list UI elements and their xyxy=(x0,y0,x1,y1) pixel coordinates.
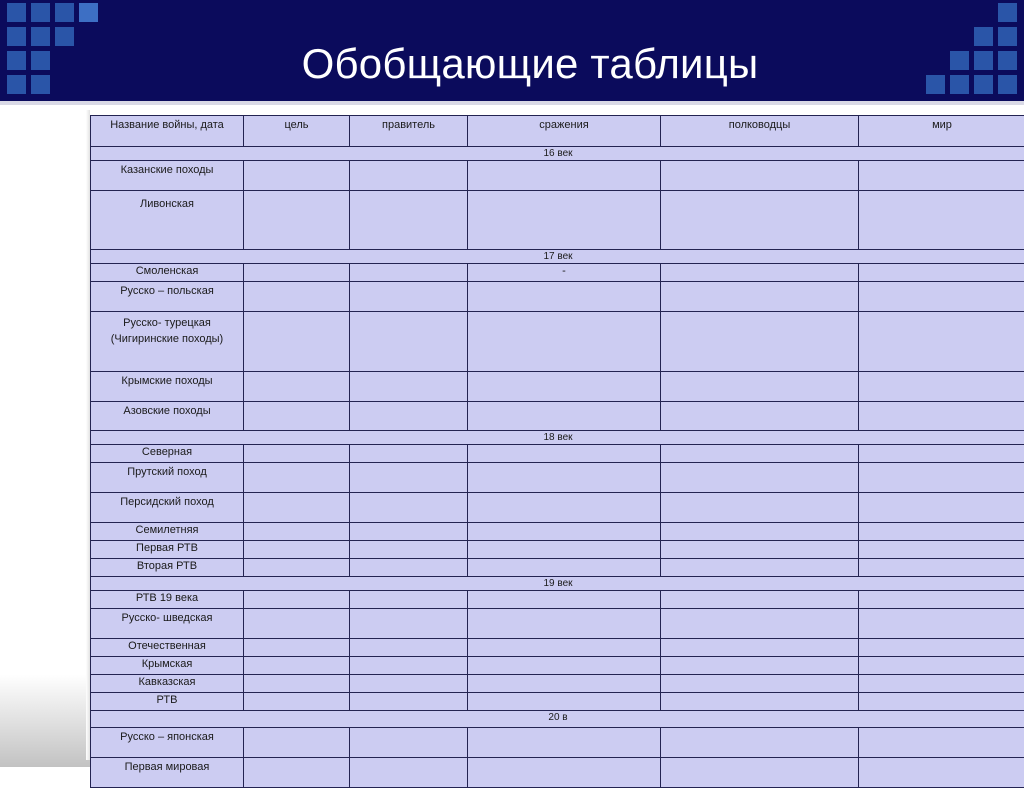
table-cell xyxy=(244,541,350,559)
column-header: мир xyxy=(859,116,1024,147)
war-name-cell xyxy=(91,282,244,312)
table-cell xyxy=(859,639,1024,657)
table-cell xyxy=(468,523,661,541)
table-cell xyxy=(468,541,661,559)
century-label: 17 век xyxy=(91,250,1024,264)
table-cell xyxy=(244,493,350,523)
table-cell xyxy=(350,675,468,693)
war-name: Первая РТВ xyxy=(93,542,241,555)
table-cell xyxy=(661,541,859,559)
table-cell xyxy=(244,402,350,431)
table-cell xyxy=(661,591,859,609)
table-cell xyxy=(468,639,661,657)
century-label: 19 век xyxy=(91,577,1024,591)
table-cell xyxy=(350,463,468,493)
table-cell xyxy=(859,758,1024,788)
table-cell xyxy=(350,609,468,639)
table-cell xyxy=(350,372,468,402)
table-row xyxy=(91,693,1024,711)
century-row xyxy=(91,147,1024,161)
war-name-cell xyxy=(91,191,244,250)
header-divider xyxy=(0,101,1024,105)
table-cell xyxy=(859,657,1024,675)
table-cell xyxy=(661,264,859,282)
table-cell xyxy=(661,728,859,758)
table-cell xyxy=(661,559,859,577)
table-row xyxy=(91,282,1024,312)
war-name: Русско – польская xyxy=(93,285,241,298)
table-cell xyxy=(468,282,661,312)
table-cell xyxy=(859,493,1024,523)
war-name-cell xyxy=(91,445,244,463)
table-cell xyxy=(468,657,661,675)
war-name-cell xyxy=(91,675,244,693)
war-name: Русско- шведская xyxy=(93,612,241,625)
table-cell xyxy=(468,463,661,493)
war-name: Персидский поход xyxy=(93,496,241,509)
war-name-cell xyxy=(91,161,244,191)
table-row xyxy=(91,523,1024,541)
table-cell xyxy=(244,191,350,250)
table-cell xyxy=(661,609,859,639)
table-cell xyxy=(244,728,350,758)
century-label: 16 век xyxy=(91,147,1024,161)
table-cell xyxy=(859,161,1024,191)
table-cell xyxy=(468,675,661,693)
table-row xyxy=(91,728,1024,758)
war-name: Азовские походы xyxy=(93,405,241,418)
war-name-cell xyxy=(91,372,244,402)
table-cell xyxy=(244,282,350,312)
table-row xyxy=(91,639,1024,657)
table-cell xyxy=(350,312,468,372)
table-cell xyxy=(859,609,1024,639)
table-cell xyxy=(468,728,661,758)
table-header-row xyxy=(91,116,1024,147)
war-name-cell xyxy=(91,312,244,372)
table-cell xyxy=(468,372,661,402)
table-cell xyxy=(350,161,468,191)
table-cell xyxy=(859,523,1024,541)
war-name-cell xyxy=(91,463,244,493)
table-cell xyxy=(661,191,859,250)
table-cell xyxy=(468,693,661,711)
table-row xyxy=(91,372,1024,402)
table-cell xyxy=(468,402,661,431)
table-cell xyxy=(350,657,468,675)
table-cell xyxy=(661,372,859,402)
table-cell xyxy=(244,609,350,639)
table-row xyxy=(91,493,1024,523)
decor-square-icon xyxy=(998,3,1017,22)
table-cell xyxy=(350,402,468,431)
war-name-cell xyxy=(91,402,244,431)
table-cell xyxy=(859,541,1024,559)
table-cell xyxy=(859,191,1024,250)
century-label: 18 век xyxy=(91,431,1024,445)
table-cell xyxy=(350,523,468,541)
century-row xyxy=(91,711,1024,728)
table-row xyxy=(91,609,1024,639)
table-row xyxy=(91,191,1024,250)
century-row xyxy=(91,431,1024,445)
table-cell xyxy=(859,312,1024,372)
table-cell xyxy=(468,161,661,191)
decor-square-icon xyxy=(7,3,26,22)
war-name: Семилетняя xyxy=(93,524,241,537)
table-cell xyxy=(661,675,859,693)
table-cell xyxy=(661,161,859,191)
table-cell xyxy=(244,639,350,657)
table-cell xyxy=(661,639,859,657)
table-cell xyxy=(350,445,468,463)
column-header: сражения xyxy=(468,116,661,147)
war-name-cell xyxy=(91,559,244,577)
table-cell xyxy=(468,758,661,788)
summary-table xyxy=(90,115,1024,788)
column-header: цель xyxy=(244,116,350,147)
war-name: Русско- турецкая (Чигиринские походы) xyxy=(93,315,241,347)
table-cell xyxy=(468,493,661,523)
war-name-cell xyxy=(91,591,244,609)
table-cell xyxy=(244,758,350,788)
war-name-cell xyxy=(91,264,244,282)
table-cell xyxy=(661,282,859,312)
table-cell xyxy=(244,264,350,282)
column-header: правитель xyxy=(350,116,468,147)
table-cell xyxy=(350,282,468,312)
table-row xyxy=(91,591,1024,609)
table-cell xyxy=(661,523,859,541)
table-cell xyxy=(859,463,1024,493)
war-name: Кавказская xyxy=(93,676,241,689)
table-cell xyxy=(859,559,1024,577)
table-cell xyxy=(661,758,859,788)
war-name: Отечественная xyxy=(93,640,241,653)
table-cell xyxy=(859,372,1024,402)
table-cell xyxy=(244,657,350,675)
table-cell xyxy=(244,675,350,693)
war-name: РТВ xyxy=(93,694,241,707)
table-row xyxy=(91,675,1024,693)
table-cell xyxy=(244,559,350,577)
war-name-cell xyxy=(91,493,244,523)
war-name-cell xyxy=(91,758,244,788)
table-cell xyxy=(859,282,1024,312)
column-header: Название войны, дата xyxy=(91,116,244,147)
table-cell xyxy=(468,559,661,577)
table-cell xyxy=(468,191,661,250)
table-row xyxy=(91,463,1024,493)
table-row xyxy=(91,445,1024,463)
slide-title: Обобщающие таблицы xyxy=(0,34,1024,94)
war-name: Казанские походы xyxy=(93,164,241,177)
war-name-cell xyxy=(91,609,244,639)
table-cell xyxy=(350,639,468,657)
war-name: РТВ 19 века xyxy=(93,592,241,605)
table-cell xyxy=(859,264,1024,282)
table-row xyxy=(91,402,1024,431)
table-cell: - xyxy=(468,264,661,282)
table-row xyxy=(91,559,1024,577)
century-label: 20 в xyxy=(91,711,1024,728)
table-cell xyxy=(350,591,468,609)
table-cell xyxy=(350,559,468,577)
war-name: Ливонская xyxy=(93,198,241,211)
war-name: Смоленская xyxy=(93,265,241,278)
war-name: Северная xyxy=(93,446,241,459)
table-cell xyxy=(661,693,859,711)
century-row xyxy=(91,250,1024,264)
table-row xyxy=(91,312,1024,372)
war-name-cell xyxy=(91,639,244,657)
war-name: Вторая РТВ xyxy=(93,560,241,573)
war-name-cell xyxy=(91,728,244,758)
table-cell xyxy=(350,191,468,250)
table-cell xyxy=(859,402,1024,431)
table-cell xyxy=(244,161,350,191)
table-cell xyxy=(661,312,859,372)
table-cell xyxy=(244,463,350,493)
table-row xyxy=(91,758,1024,788)
left-margin-panel xyxy=(0,105,90,767)
decor-square-icon xyxy=(79,3,98,22)
column-header: полководцы xyxy=(661,116,859,147)
table-cell xyxy=(859,675,1024,693)
table-cell xyxy=(350,493,468,523)
table-cell xyxy=(468,591,661,609)
table-cell xyxy=(661,463,859,493)
decor-square-icon xyxy=(31,3,50,22)
table-cell xyxy=(244,372,350,402)
table-cell xyxy=(661,657,859,675)
table-row xyxy=(91,264,1024,282)
table-cell xyxy=(468,609,661,639)
table-row xyxy=(91,657,1024,675)
table-cell xyxy=(859,728,1024,758)
table-cell xyxy=(859,445,1024,463)
war-name: Прутский поход xyxy=(93,466,241,479)
table-cell xyxy=(350,758,468,788)
war-name-cell xyxy=(91,693,244,711)
table-cell xyxy=(661,445,859,463)
war-name-cell xyxy=(91,657,244,675)
table-cell xyxy=(350,728,468,758)
table-cell xyxy=(859,693,1024,711)
table-cell xyxy=(350,264,468,282)
war-name: Крымские походы xyxy=(93,375,241,388)
table-cell xyxy=(468,312,661,372)
war-name: Русско – японская xyxy=(93,731,241,744)
slide-header xyxy=(0,0,1024,101)
war-name: Крымская xyxy=(93,658,241,671)
table-cell xyxy=(244,693,350,711)
table-cell xyxy=(661,493,859,523)
decor-square-icon xyxy=(55,3,74,22)
war-name: Первая мировая xyxy=(93,761,241,774)
table-cell xyxy=(244,591,350,609)
table-cell xyxy=(244,445,350,463)
war-name-cell xyxy=(91,523,244,541)
war-name-cell xyxy=(91,541,244,559)
table-cell xyxy=(661,402,859,431)
table-cell xyxy=(244,312,350,372)
table-row xyxy=(91,161,1024,191)
table-cell xyxy=(859,591,1024,609)
table-cell xyxy=(350,693,468,711)
table-row xyxy=(91,541,1024,559)
table-cell xyxy=(350,541,468,559)
table-cell xyxy=(244,523,350,541)
century-row xyxy=(91,577,1024,591)
table-cell xyxy=(468,445,661,463)
